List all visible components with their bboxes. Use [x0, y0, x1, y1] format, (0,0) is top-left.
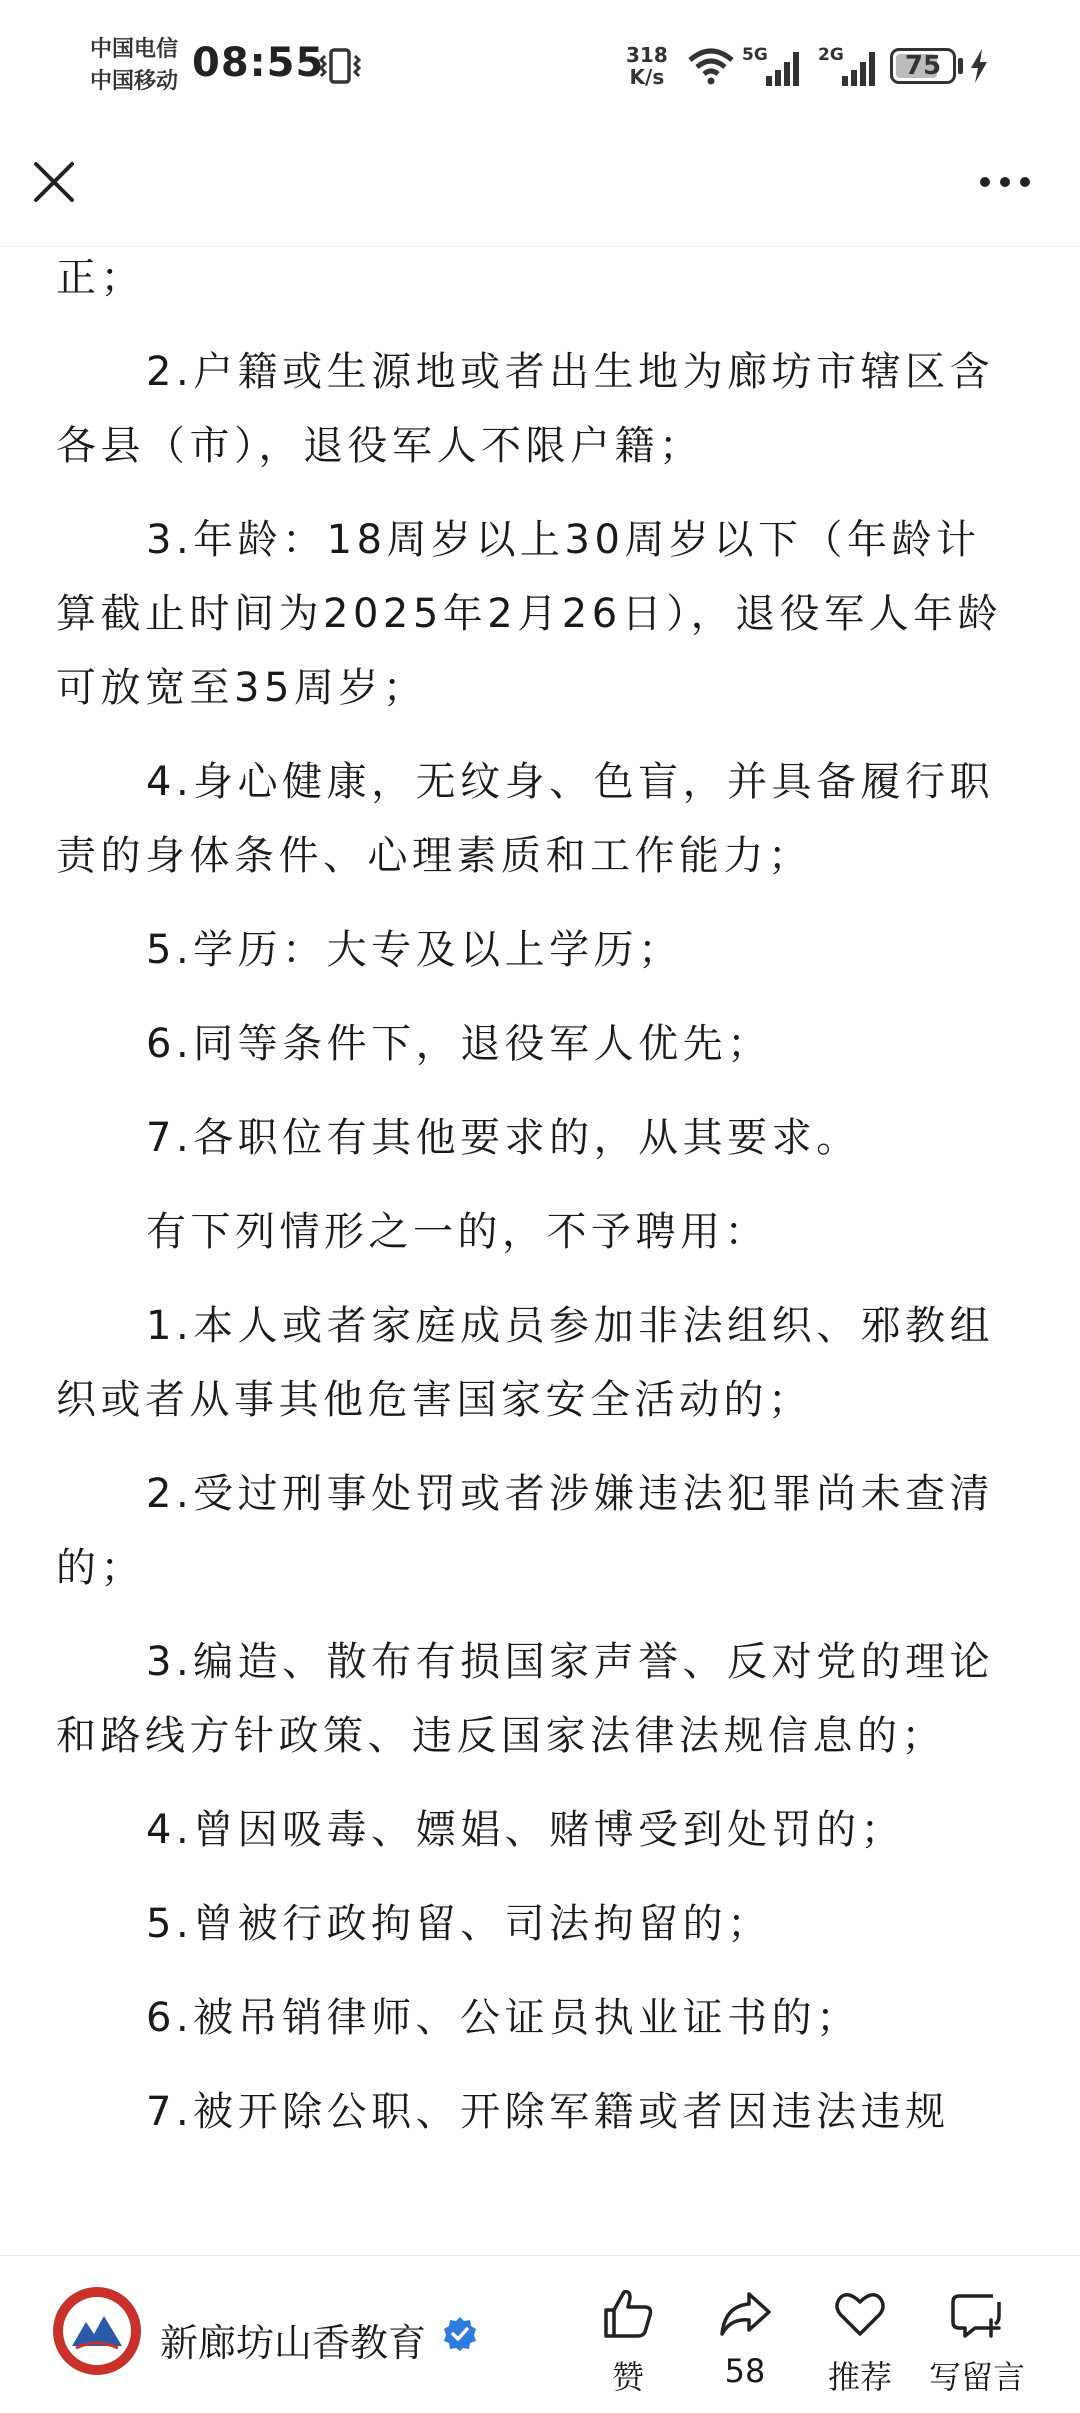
- top-nav: [0, 130, 1080, 247]
- paragraph-5: 6.同等条件下，退役军人优先；: [146, 1021, 772, 1067]
- share-count: 58: [724, 2352, 766, 2390]
- vibrate-icon: [318, 46, 362, 86]
- battery-tip: [958, 58, 963, 74]
- like-label: 赞: [611, 2358, 644, 2396]
- like-button[interactable]: [573, 2286, 683, 2396]
- paragraph-0: 正；: [56, 255, 145, 301]
- paragraph-4: 5.学历：大专及以上学历；: [146, 927, 683, 973]
- paragraph-13: 6.被吊销律师、公证员执业证书的；: [146, 1995, 861, 2041]
- thumbs-up-icon: [600, 2286, 656, 2342]
- article-content: [56, 247, 1024, 2169]
- recommend-label: 推荐: [827, 2358, 892, 2396]
- article-body[interactable]: [0, 247, 1080, 2255]
- paragraph-9: 2.受过刑事处罚或者涉嫌违法犯罪尚未查清的；: [56, 1471, 995, 1591]
- share-button[interactable]: [690, 2286, 800, 2396]
- signal-2g-icon: [818, 44, 884, 88]
- more-icon: [979, 176, 1031, 188]
- paragraph-6: 7.各职位有其他要求的，从其要求。: [146, 1115, 861, 1161]
- battery-indicator: [890, 48, 956, 84]
- carrier-2: 中国移动: [90, 69, 179, 94]
- verified-badge-icon: [442, 2316, 478, 2352]
- signal-5g-icon: [742, 44, 808, 88]
- carrier-info: [90, 34, 178, 98]
- status-bar: [0, 0, 1080, 130]
- comment-label: 写留言: [928, 2358, 1025, 2396]
- share-icon: [717, 2286, 773, 2342]
- net-speed: [626, 44, 668, 88]
- sig-5g-label: 5G: [742, 45, 768, 65]
- comment-button[interactable]: [922, 2286, 1032, 2396]
- paragraph-2: 3.年龄：18周岁以上30周岁以下（年龄计算截止时间为2025年2月26日），退役军人年龄可放宽至35周岁；: [56, 517, 1003, 711]
- status-time: 08:55: [192, 40, 325, 86]
- paragraph-12: 5.曾被行政拘留、司法拘留的；: [146, 1901, 772, 1947]
- battery-level: 75: [904, 51, 942, 81]
- net-speed-unit: K/s: [629, 65, 665, 89]
- paragraph-11: 4.曾因吸毒、嫖娼、赌博受到处罚的；: [146, 1807, 906, 1853]
- close-icon: [33, 161, 75, 203]
- carrier-1: 中国电信: [90, 37, 179, 62]
- wifi-icon: [686, 46, 736, 86]
- paragraph-3: 4.身心健康，无纹身、色盲，并具备履行职责的身体条件、心理素质和工作能力；: [56, 759, 995, 879]
- net-speed-value: 318: [626, 43, 668, 67]
- paragraph-10: 3.编造、散布有损国家声誉、反对党的理论和路线方针政策、违反国家法律法规信息的；: [56, 1639, 995, 1759]
- sig-2g-label: 2G: [818, 45, 844, 65]
- paragraph-14: 7.被开除公职、开除军籍或者因违法违规: [146, 2089, 950, 2135]
- heart-icon: [832, 2286, 888, 2342]
- charging-icon: [968, 48, 990, 84]
- author-name[interactable]: 新廊坊山香教育: [160, 2321, 427, 2365]
- comment-add-icon: [949, 2286, 1005, 2342]
- paragraph-1: 2.户籍或生源地或者出生地为廊坊市辖区含各县（市），退役军人不限户籍；: [56, 349, 995, 469]
- paragraph-7: 有下列情形之一的，不予聘用：: [146, 1209, 769, 1255]
- author-avatar[interactable]: [52, 2286, 142, 2376]
- recommend-button[interactable]: [805, 2286, 915, 2396]
- close-button[interactable]: [24, 152, 84, 212]
- more-button[interactable]: [970, 152, 1040, 212]
- bottom-bar: [0, 2255, 1080, 2413]
- paragraph-8: 1.本人或者家庭成员参加非法组织、邪教组织或者从事其他危害国家安全活动的；: [56, 1303, 995, 1423]
